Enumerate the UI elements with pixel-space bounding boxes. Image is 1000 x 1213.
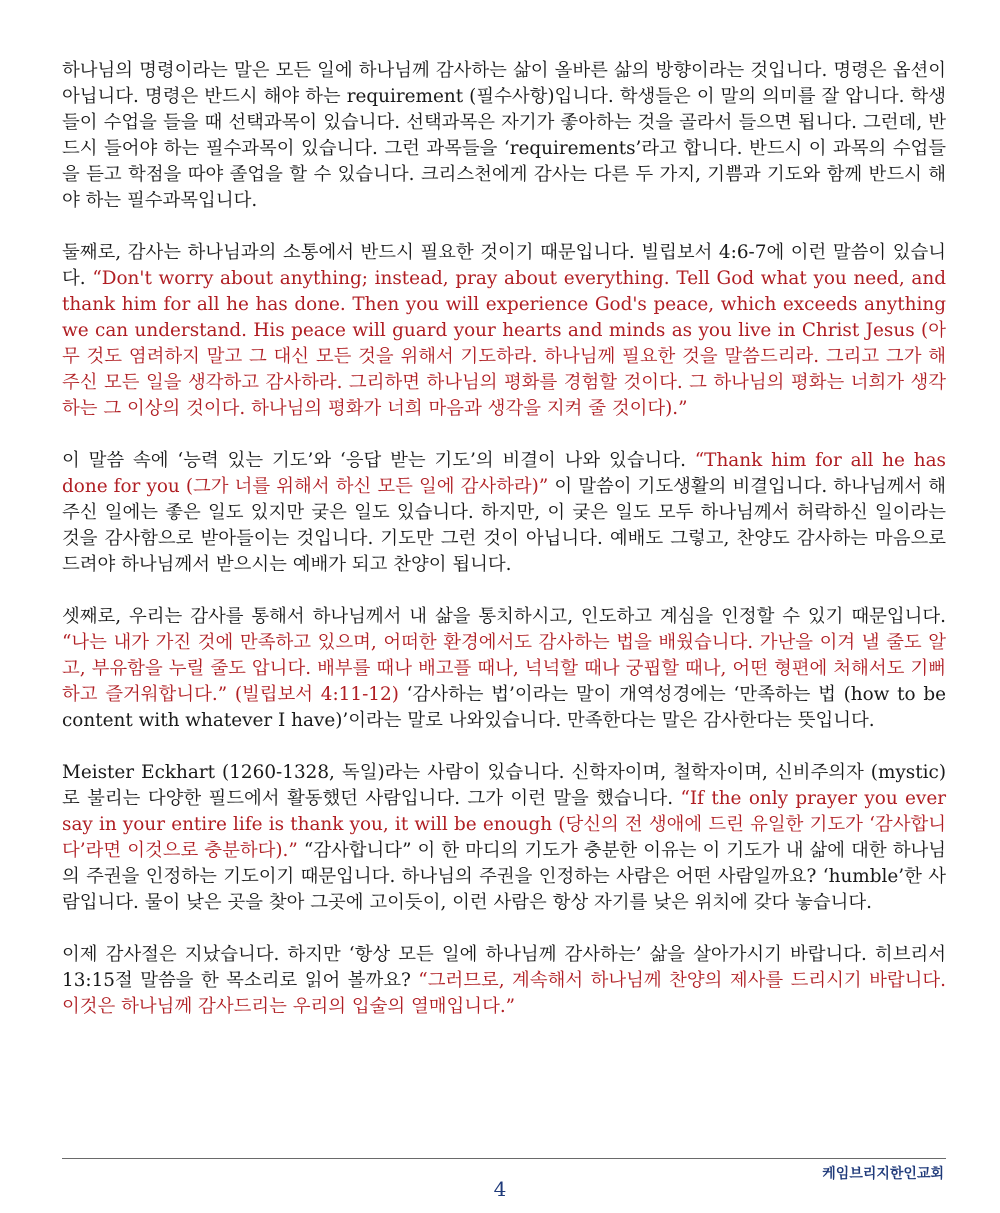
body-text: Meister Eckhart (1260-1328, 독일)라는 사람이 있습니다. 신학자이며, 철학자이며, 신비주의자 (mystic)로 불리는 다양한 필드에서 활동했던 사람입니다. 그가 이런 말을 했습니다. bbox=[62, 762, 946, 809]
quote-text: “If the only prayer you ever say in your entire life is thank you, it will be enough (당신의 전 생애에 드린 유일한 기도가 ‘감사합니다’라면 이것으로 충분하다).” bbox=[62, 788, 946, 861]
paragraph-2 bbox=[62, 240, 946, 422]
footer-church-name: 케임브리지한인교회 bbox=[822, 1166, 944, 1182]
body-text: 이 말씀이 기도생활의 비결입니다. 하나님께서 해 주신 일에는 좋은 일도 있지만 궂은 일도 있습니다. 하지만, 이 궂은 일도 모두 하나님께서 허락하신 일이라는 것을 감사함으로 받아들이는 것입니다. 기도만 그런 것이 아닙니다. 예배도 그렇고, 찬양도 감사하는 마음으로 드려야 하나님께서 받으시는 예배가 되고 찬양이 됩니다. bbox=[62, 476, 946, 575]
quote-text: “Don't worry about anything; instead, pray about everything. Tell God what you need, and thank him for all he has done. Then you will experience God's peace, which exceeds anything we can understand. His peace will guard your hearts and minds as you live in Christ Jesus (아무 것도 염려하지 말고 그 대신 모든 것을 위해서 기도하라. 하나님께 필요한 것을 말씀드리라. 그리고 그가 해 주신 모든 일을 생각하고 감사하라. 그리하면 하나님의 평화를 경험할 것이다. 그 하나님의 평화는 너희가 생각하는 그 이상의 것이다. 하나님의 평화가 너희 마음과 생각을 지켜 줄 것이다).” bbox=[62, 268, 946, 419]
body-text: “감사합니다” 이 한 마디의 기도가 충분한 이유는 이 기도가 내 삶에 대한 하나님의 주권을 인정하는 기도이기 때문입니다. 하나님의 주권을 인정하는 사람은 어떤 사람일까요? ‘humble’한 사람입니다. 물이 낮은 곳을 찾아 그곳에 고이듯이, 이런 사람은 항상 자기를 낮은 위치에 갖다 놓습니다. bbox=[62, 840, 947, 913]
body-text: 둘째로, 감사는 하나님과의 소통에서 반드시 필요한 것이기 때문입니다. 빌립보서 4:6-7에 이런 말씀이 있습니다. bbox=[62, 242, 947, 289]
quote-text: “그러므로, 계속해서 하나님께 찬양의 제사를 드리시기 바랍니다. 이것은 하나님께 감사드리는 우리의 입술의 열매입니다.” bbox=[62, 970, 946, 1017]
paragraph-4 bbox=[62, 604, 946, 734]
quote-text: “Thank him for all he has done for you (그가 너를 위해서 하신 모든 일에 감사하라)” bbox=[62, 450, 946, 497]
paragraph-6 bbox=[62, 942, 946, 1020]
body-text: 이제 감사절은 지났습니다. 하지만 ‘항상 모든 일에 하나님께 감사하는’ 삶을 살아가시기 바랍니다. 히브리서 13:15절 말씀을 한 목소리로 읽어 볼까요? bbox=[62, 944, 946, 991]
body-text: 하나님의 명령이라는 말은 모든 일에 하나님께 감사하는 삶이 올바른 삶의 방향이라는 것입니다. 명령은 옵션이 아닙니다. 명령은 반드시 해야 하는 requirement (필수사항)입니다. 학생들은 이 말의 의미를 잘 압니다. 학생들이 수업을 들을 때 선택과목이 있습니다. 선택과목은 자기가 좋아하는 것을 골라서 들으면 됩니다. 그런데, 반드시 들어야 하는 필수과목이 있습니다. 그런 과목들을 ‘requirements’라고 합니다. 반드시 이 과목의 수업들을 듣고 학점을 따야 졸업을 할 수 있습니다. 크리스천에게 감사는 다른 두 가지, 기쁨과 기도와 함께 반드시 해야 하는 필수과목입니다. bbox=[62, 60, 946, 211]
document-body bbox=[62, 58, 946, 1046]
footer-divider bbox=[62, 1158, 946, 1159]
paragraph-3 bbox=[62, 448, 946, 578]
paragraph-1 bbox=[62, 58, 946, 214]
paragraph-5 bbox=[62, 760, 946, 916]
body-text: ‘감사하는 법’이라는 말이 개역성경에는 ‘만족하는 법 (how to be content with whatever I have)’이라는 말로 나와있습니다. 만족한다는 말은 감사한다는 뜻입니다. bbox=[62, 684, 946, 731]
body-text: 셋째로, 우리는 감사를 통해서 하나님께서 내 삶을 통치하시고, 인도하고 계심을 인정할 수 있기 때문입니다. bbox=[62, 606, 946, 627]
body-text: 이 말씀 속에 ‘능력 있는 기도’와 ‘응답 받는 기도’의 비결이 나와 있습니다. bbox=[62, 450, 695, 471]
page-number: 4 bbox=[493, 1177, 507, 1201]
quote-text: “나는 내가 가진 것에 만족하고 있으며, 어떠한 환경에서도 감사하는 법을 배웠습니다. 가난을 이겨 낼 줄도 알고, 부유함을 누릴 줄도 압니다. 배부를 때나 배고플 때나, 넉넉할 때나 궁핍할 때나, 어떤 형편에 처해서도 기뻐하고 즐거워합니다.” (빌립보서 4:11-12) bbox=[62, 632, 946, 705]
